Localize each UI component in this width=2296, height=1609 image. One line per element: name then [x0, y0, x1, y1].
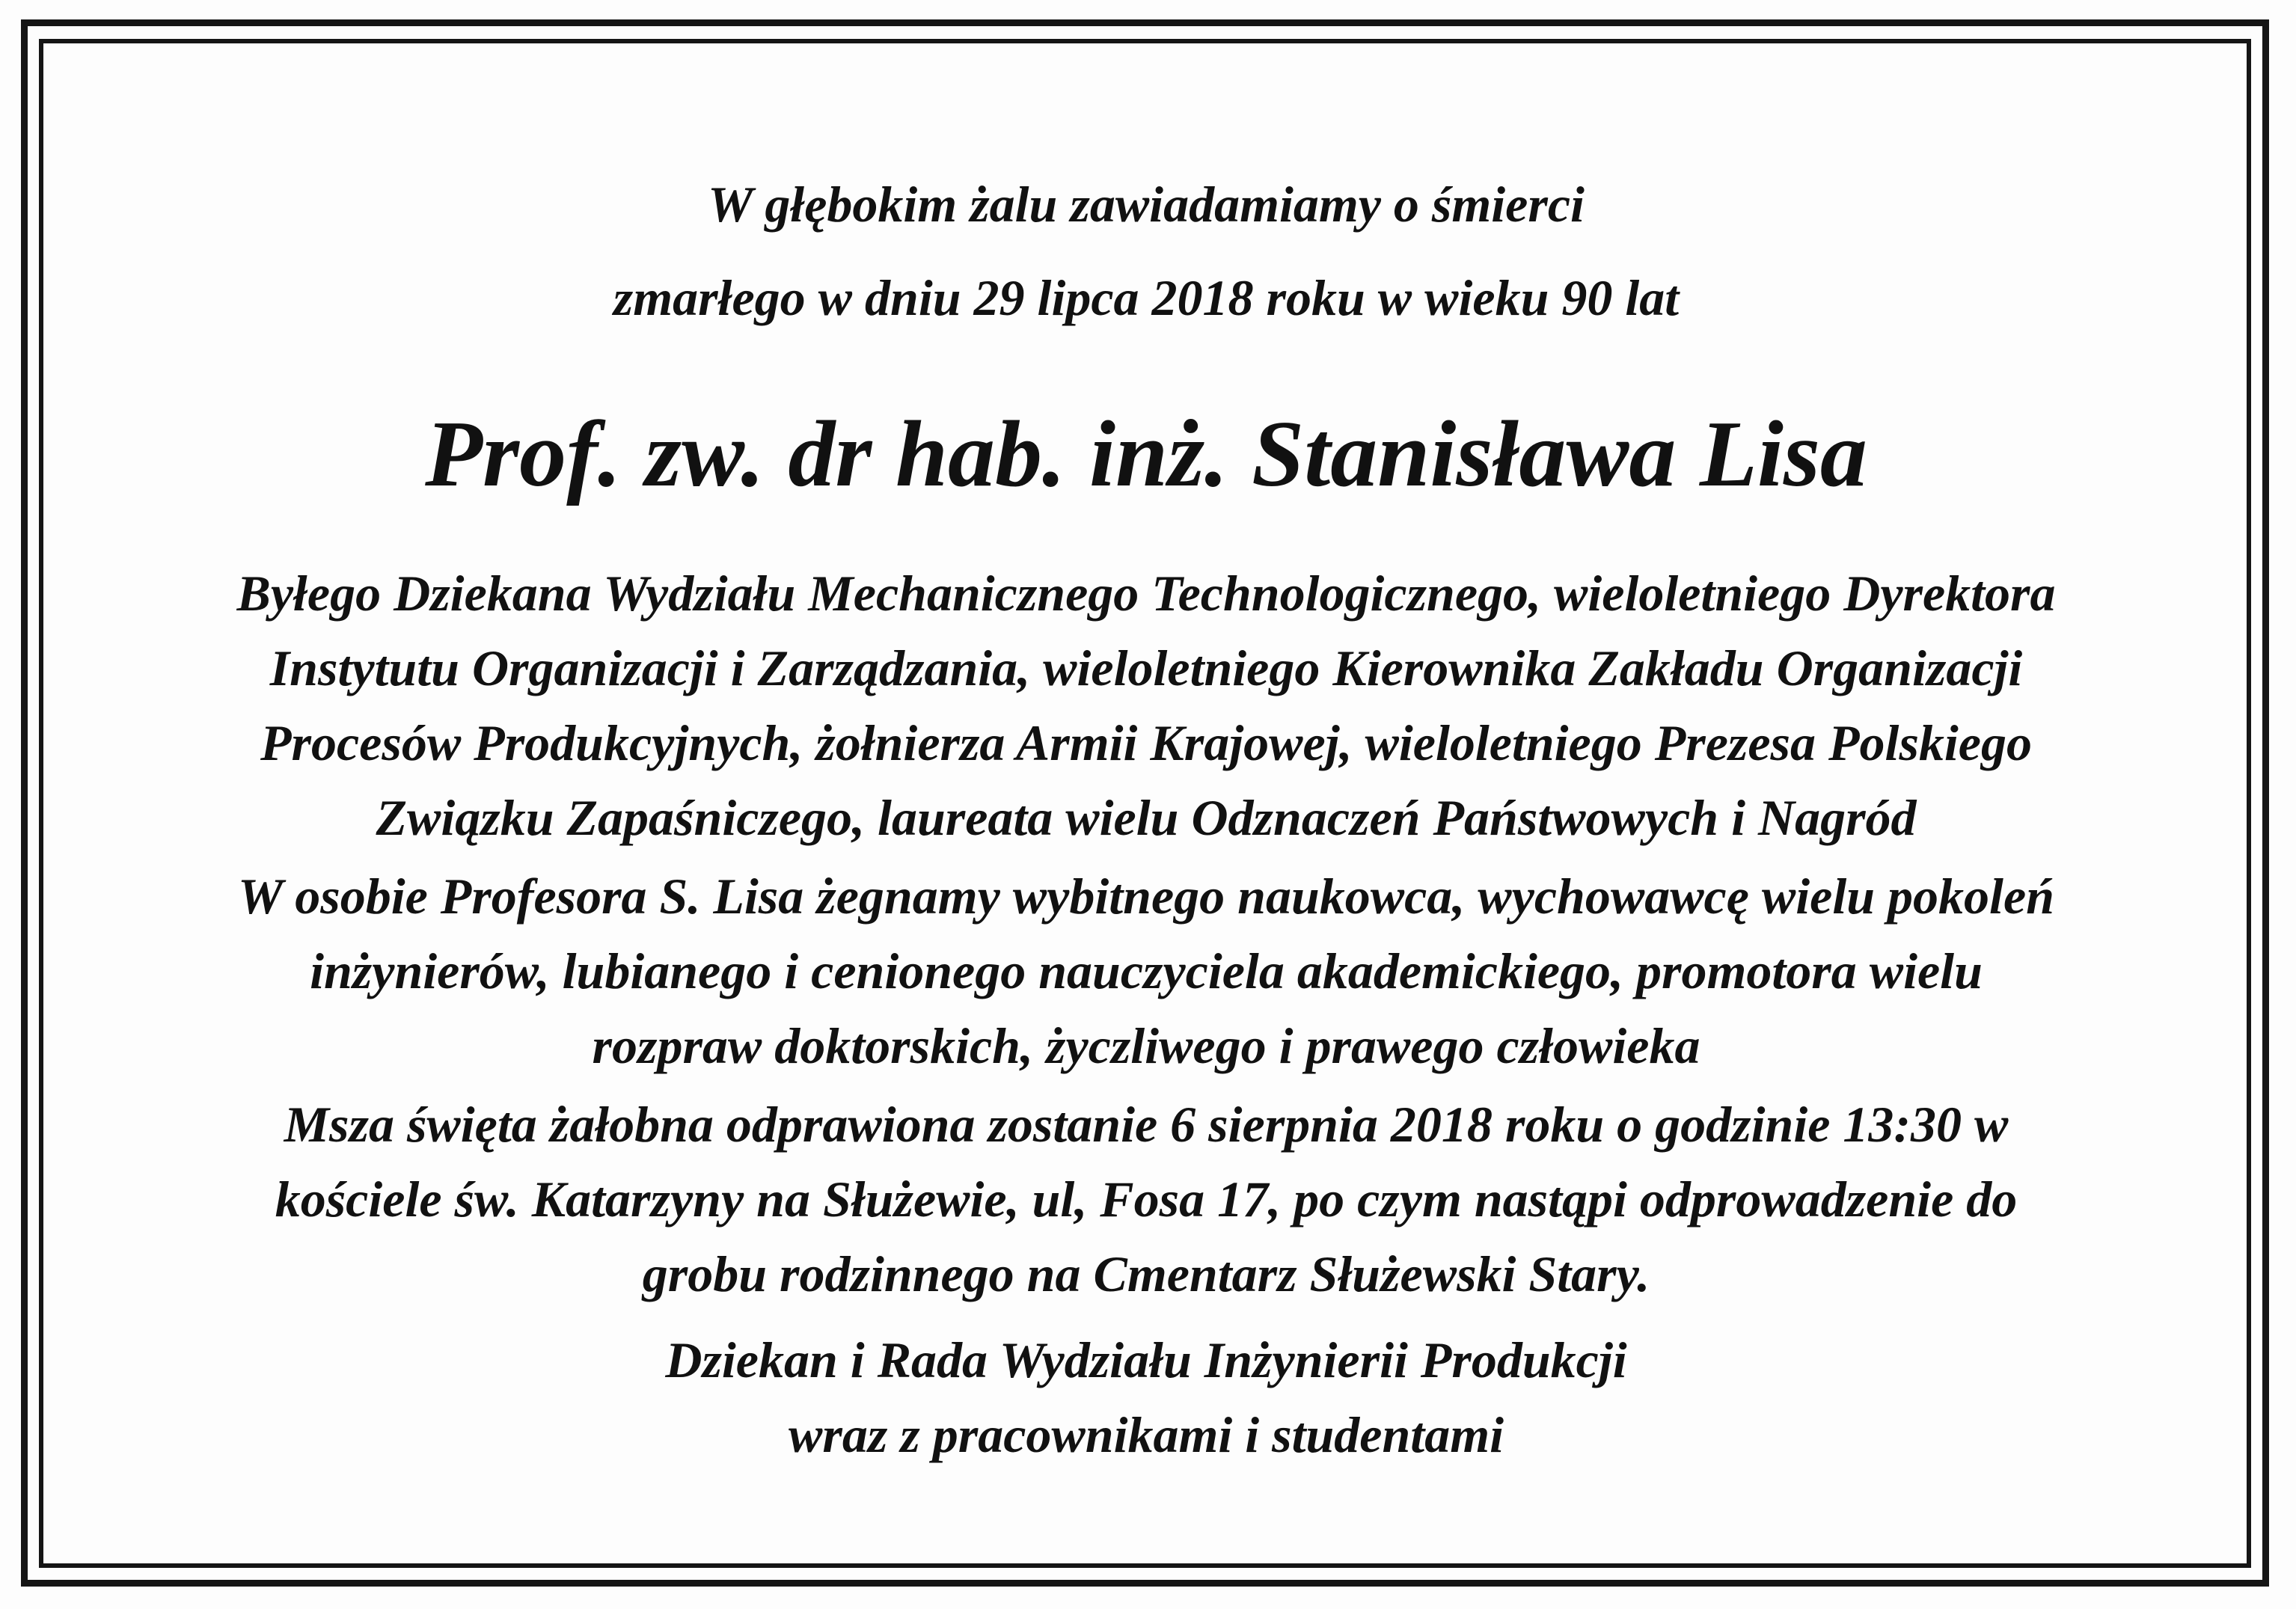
- intro-line-2: zmarłego w dniu 29 lipca 2018 roku w wieku 90 lat: [613, 269, 1680, 326]
- signature-line-2: wraz z pracownikami i studentami: [789, 1406, 1504, 1463]
- signature-line-1: Dziekan i Rada Wydziału Inżynierii Produkcji: [665, 1331, 1627, 1388]
- obituary-notice: [45, 45, 2247, 1563]
- tribute-line-2: inżynierów, lubianego i cenionego nauczyciela akademickiego, promotora wielu: [310, 943, 1983, 999]
- deceased-name: Prof. zw. dr hab. inż. Stanisława Lisa: [425, 402, 1867, 506]
- titles-line-2: Instytutu Organizacji i Zarządzania, wieloletniego Kierownika Zakładu Organizacji: [269, 640, 2023, 696]
- titles-line-1: Byłego Dziekana Wydziału Mechanicznego Technologicznego, wieloletniego Dyrektora: [236, 565, 2056, 622]
- intro-line-1: W głębokim żalu zawiadamiamy o śmierci: [708, 176, 1585, 233]
- funeral-line-2: kościele św. Katarzyny na Służewie, ul, Fosa 17, po czym nastąpi odprowadzenie do: [275, 1171, 2018, 1228]
- titles-line-3: Procesów Produkcyjnych, żołnierza Armii Krajowej, wieloletniego Prezesa Polskiego: [260, 714, 2032, 771]
- funeral-line-1: Msza święta żałobna odprawiona zostanie 6 sierpnia 2018 roku o godzinie 13:30 w: [284, 1096, 2009, 1153]
- titles-line-4: Związku Zapaśniczego, laureata wielu Odznaczeń Państwowych i Nagród: [376, 789, 1917, 846]
- tribute-line-3: rozpraw doktorskich, życzliwego i prawego człowieka: [592, 1017, 1700, 1074]
- funeral-line-3: grobu rodzinnego na Cmentarz Służewski Stary.: [642, 1245, 1650, 1302]
- tribute-line-1: W osobie Profesora S. Lisa żegnamy wybitnego naukowca, wychowawcę wielu pokoleń: [238, 868, 2054, 925]
